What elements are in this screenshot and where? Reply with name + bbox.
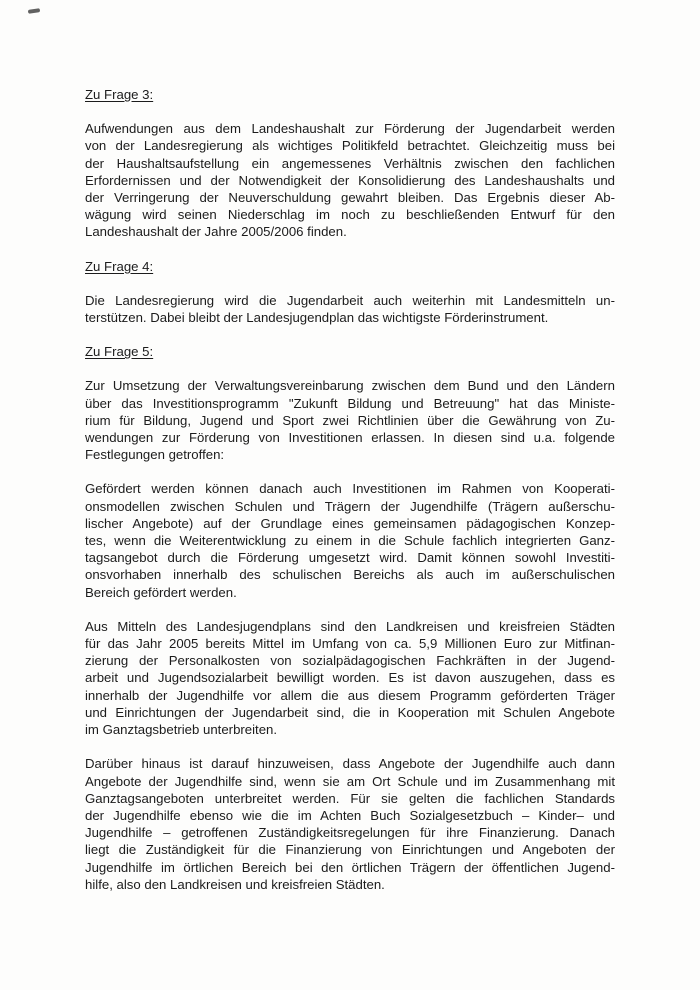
paragraph — [85, 120, 615, 240]
text-line: wendungen zur Förderung von Investitionen erlassen. In diesen sind u.a. folgende — [85, 430, 615, 446]
paragraph — [85, 377, 615, 463]
text-line: tagsangebot durch die Förderung umgesetzt wird. Damit können sowohl Investiti- — [85, 550, 615, 566]
text-line: Aufwendungen aus dem Landeshaushalt zur Förderung der Jugendarbeit werden — [85, 121, 615, 137]
paragraph — [85, 480, 615, 600]
section-heading — [85, 86, 615, 103]
text-line: arbeit und Jugendsozialarbeit bewilligt worden. Es ist davon auszugehen, dass es — [85, 670, 615, 686]
text-line: Jugendhilfe im örtlichen Bereich bei den örtlichen Trägern der öffentlichen Jugend- — [85, 859, 615, 875]
text-line: Die Landesregierung wird die Jugendarbeit auch weiterhin mit Landesmitteln un- — [85, 292, 615, 308]
text-line: onsvorhaben innerhalb des schulischen Bereichs als auch im außerschulischen — [85, 567, 615, 583]
text-line: der Jugendhilfe ebenso wie die im Achten Buch Sozialgesetzbuch – Kinder– und — [85, 807, 615, 823]
text-line: Darüber hinaus ist darauf hinzuweisen, dass Angebote der Jugendhilfe auch dann — [85, 756, 615, 772]
document-content — [85, 86, 615, 893]
text-line: Bereich gefördert werden. — [85, 584, 237, 600]
section-heading-text: Zu Frage 5: — [85, 344, 154, 360]
text-line: der Verringerung der Neuverschuldung gewahrt bleiben. Das Ergebnis dieser Ab- — [85, 190, 615, 206]
text-line: von der Landesregierung als wichtiges Politikfeld betrachtet. Gleichzeitig muss bei — [85, 138, 615, 154]
section-heading — [85, 343, 615, 360]
text-line: hilfe, also den Landkreisen und kreisfreien Städten. — [85, 876, 385, 892]
paragraph — [85, 755, 615, 893]
scan-artifact — [28, 8, 40, 14]
text-line: tes, wenn die Weiterentwicklung zu einem in die Schule fachlich integrierten Ganz- — [85, 533, 615, 549]
text-line: Ganztagsangeboten unterbreitet werden. Für sie gelten die fachlichen Standards — [85, 790, 615, 806]
text-line: über das Investitionsprogramm "Zukunft Bildung und Betreuung" hat das Ministe- — [85, 395, 615, 411]
text-line: terstützen. Dabei bleibt der Landesjugendplan das wichtigste Förderinstrument. — [85, 310, 549, 326]
text-line: Gefördert werden können danach auch Investitionen im Rahmen von Kooperati- — [85, 481, 615, 497]
text-line: Zur Umsetzung der Verwaltungsvereinbarung zwischen dem Bund und den Ländern — [85, 378, 615, 394]
text-line: wägung wird seinen Niederschlag im noch zu beschließenden Entwurf für den — [85, 207, 615, 223]
paragraph — [85, 292, 615, 326]
text-line: zierung der Personalkosten von sozialpädagogischen Fachkräften in der Jugend- — [85, 653, 615, 669]
section-heading — [85, 258, 615, 275]
text-line: Landeshaushalt der Jahre 2005/2006 finden. — [85, 224, 347, 240]
section-heading-text: Zu Frage 3: — [85, 87, 154, 102]
text-line: Festlegungen getroffen: — [85, 447, 225, 463]
text-line: lischer Angebote) auf der Grundlage eines gemeinsamen pädagogischen Konzep- — [85, 515, 615, 531]
text-line: innerhalb der Jugendhilfe vor allem die aus diesem Programm geförderten Träger — [85, 687, 615, 703]
text-line: im Ganztagsbetrieb unterbreiten. — [85, 722, 278, 738]
text-line: rium für Bildung, Jugend und Sport zwei Richtlinien über die Gewährung von Zu- — [85, 412, 615, 428]
paragraph — [85, 618, 615, 738]
text-line: der Haushaltsaufstellung ein angemessenes Verhältnis zwischen den fachlichen — [85, 155, 615, 171]
text-line: für das Jahr 2005 bereits Mittel im Umfang von ca. 5,9 Millionen Euro zur Mitfinan- — [85, 636, 615, 652]
text-line: liegt die Zuständigkeit für die Finanzierung von Einrichtungen und Angeboten der — [85, 842, 615, 858]
text-line: Angebote der Jugendhilfe sind, wenn sie am Ort Schule und im Zusammenhang mit — [85, 773, 615, 789]
text-line: Jugendhilfe – getroffenen Zuständigkeitsregelungen für ihre Finanzierung. Danach — [85, 825, 615, 841]
text-line: und Einrichtungen der Jugendarbeit sind, die in Kooperation mit Schulen Angebote — [85, 704, 615, 720]
text-line: Erfordernissen und der Notwendigkeit der Konsolidierung des Landeshaushalts und — [85, 172, 615, 188]
section-heading-text: Zu Frage 4: — [85, 258, 154, 274]
text-line: Aus Mitteln des Landesjugendplans sind den Landkreisen und kreisfreien Städten — [85, 618, 615, 634]
text-line: onsmodellen zwischen Schulen und Trägern der Jugendhilfe (Trägern außerschu- — [85, 498, 615, 514]
